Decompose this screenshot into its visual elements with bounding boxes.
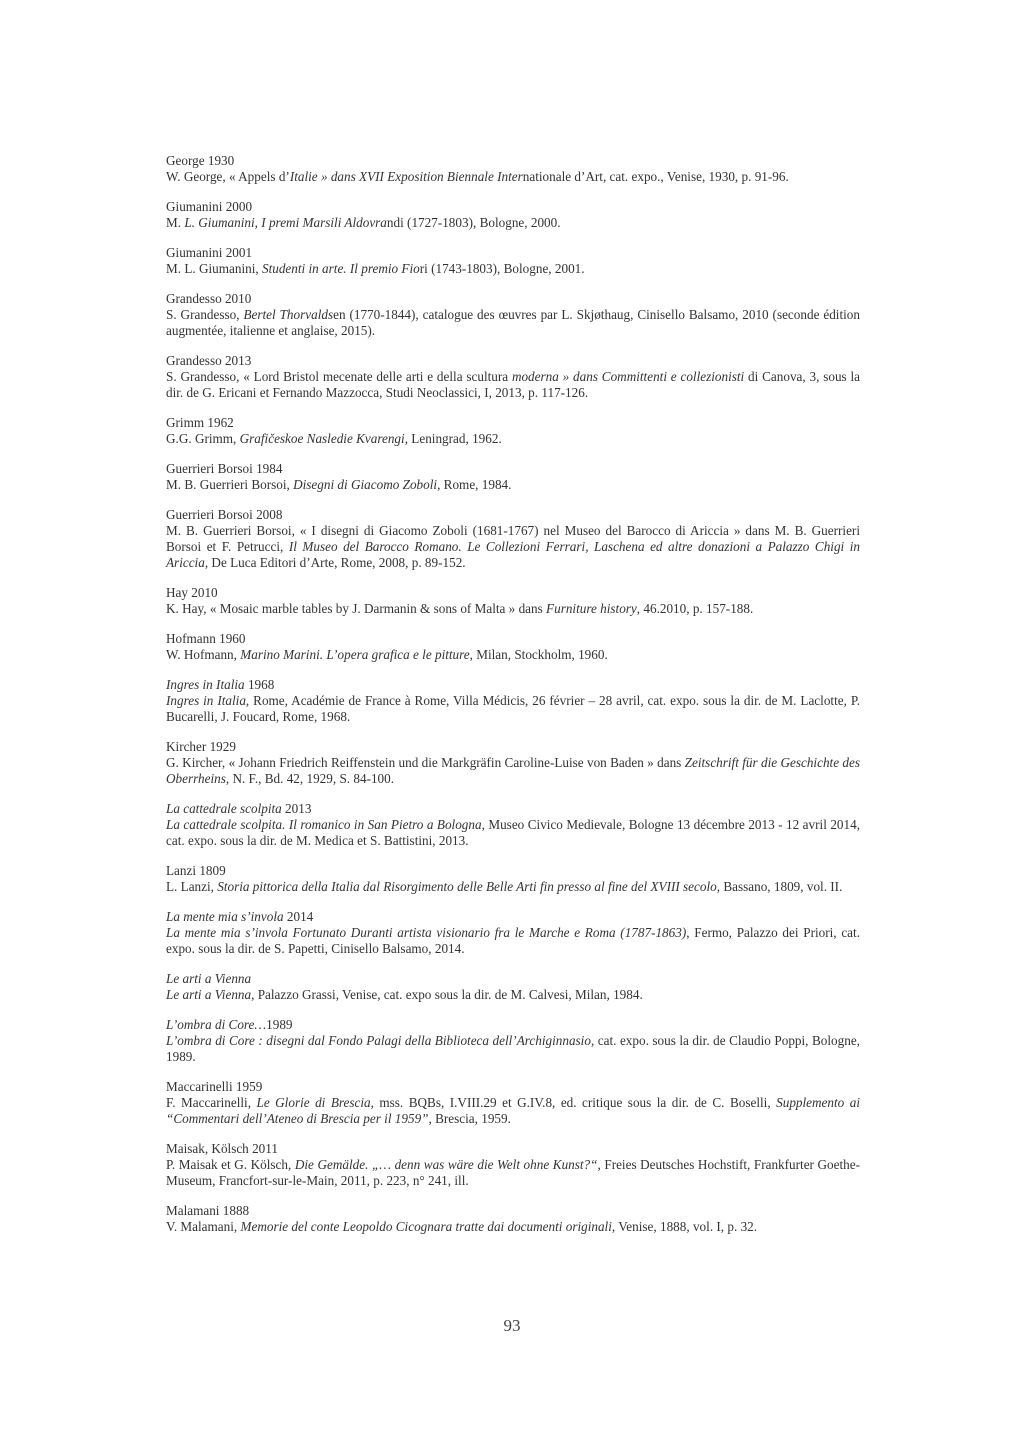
italic-text: Die Gemälde. „… denn was wäre die Welt ohne Kunst?“: [294, 1157, 598, 1172]
entry-citation: [166, 817, 860, 849]
italic-text: Le arti a Vienna: [166, 971, 252, 986]
text-segment: , Leningrad, 1962.: [404, 431, 502, 446]
text-segment: Guerrieri Borsoi 1984: [166, 461, 283, 476]
text-segment: ndi (1727-1803), Bologne, 2000.: [386, 215, 561, 230]
italic-text: moderna » dans Committenti e collezionisti: [511, 369, 745, 384]
italic-text: Le Glorie di Brescia,: [256, 1095, 374, 1110]
entry-citation: [166, 879, 860, 895]
italic-text: La cattedrale scolpita. Il romanico in San Pietro a Bologna: [166, 817, 482, 832]
text-segment: Guerrieri Borsoi 2008: [166, 507, 283, 522]
bibliography-entry: [166, 677, 860, 725]
text-segment: , Palazzo Grassi, Venise, cat. expo sous la dir. de M. Calvesi, Milan, 1984.: [251, 987, 643, 1002]
bibliography-entry: [166, 245, 860, 277]
italic-text: Grafičeskoe Nasledie Kvarengi: [239, 431, 405, 446]
text-segment: Grimm 1962: [166, 415, 234, 430]
entry-short-title: [166, 1079, 860, 1095]
bibliography-entry: [166, 801, 860, 849]
text-segment: nationale d’Art, cat. expo., Venise, 1930, p. 91-96.: [522, 169, 789, 184]
text-segment: L. Lanzi,: [166, 879, 218, 894]
text-segment: M. B. Guerrieri Borsoi, « I disegni di Giacomo Zoboli (1681-1767) nel Museo del Barocco di Ariccia » dans M. B. Guerrieri Borsoi et F. Petrucci,: [166, 523, 860, 554]
text-segment: 1989: [266, 1017, 293, 1032]
text-segment: , Brescia, 1959.: [428, 1111, 511, 1126]
text-segment: , Venise, 1888, vol. I, p. 32.: [611, 1219, 758, 1234]
text-segment: M. B. Guerrieri Borsoi,: [166, 477, 294, 492]
entry-short-title: [166, 801, 860, 817]
text-segment: Giumanini 2001: [166, 245, 253, 260]
italic-text: L’ombra di Core : disegni dal Fondo Palagi della Biblioteca dell’Archiginnasio: [166, 1033, 591, 1048]
text-segment: K. Hay, « Mosaic marble tables by J. Darmanin & sons of Malta » dans: [166, 601, 547, 616]
entry-citation: [166, 1219, 860, 1235]
text-segment: Hofmann 1960: [166, 631, 246, 646]
text-segment: G. Kircher, « Johann Friedrich Reiffenstein und die Markgräfin Caroline-Luise von Baden » dans: [166, 755, 685, 770]
bibliography-entry: [166, 739, 860, 787]
entry-citation: [166, 925, 860, 957]
italic-text: Supplemento ai “Commentari dell’Ateneo di Brescia per il 1959”: [166, 1095, 860, 1126]
text-segment: Hay 2010: [166, 585, 218, 600]
italic-text: La cattedrale scolpita: [166, 801, 282, 816]
bibliography-entry: [166, 153, 860, 185]
italic-text: Furniture history: [546, 601, 637, 616]
entry-citation: [166, 369, 860, 401]
italic-text: La mente mia s’invola: [166, 909, 284, 924]
text-segment: , N. F., Bd. 42, 1929, S. 84-100.: [225, 771, 395, 786]
text-segment: , Milan, Stockholm, 1960.: [469, 647, 608, 662]
entry-citation: [166, 169, 860, 185]
entry-short-title: [166, 153, 860, 169]
text-segment: George 1930: [166, 153, 235, 168]
entry-short-title: [166, 353, 860, 369]
entry-short-title: [166, 677, 860, 693]
text-segment: Malamani 1888: [166, 1203, 250, 1218]
entry-citation: [166, 601, 860, 617]
entry-short-title: [166, 585, 860, 601]
text-segment: , Museo Civico Medievale, Bologne 13 décembre 2013 - 12 avril 2014, cat. expo. sous la dir. de M. Medica et S. Battistini, 2013.: [166, 817, 860, 848]
text-segment: , Bassano, 1809, vol. II.: [716, 879, 843, 894]
text-segment: , Freies Deutsches Hochstift, Frankfurter Goethe-Museum, Francfort-sur-le-Main, 2011, p. 223, n° 241, ill.: [166, 1157, 860, 1188]
entry-citation: [166, 307, 860, 339]
text-segment: , cat. expo. sous la dir. de Claudio Poppi, Bologne, 1989.: [166, 1033, 860, 1064]
entry-short-title: [166, 909, 860, 925]
text-segment: 1968: [244, 677, 275, 692]
text-segment: 2014: [283, 909, 314, 924]
italic-text: Storia pittorica della Italia dal Risorgimento delle Belle Arti fin presso al fine del XVIII secolo: [217, 879, 717, 894]
text-segment: , Fermo, Palazzo dei Priori, cat. expo. sous la dir. de S. Papetti, Cinisello Balsamo, 2014.: [166, 925, 860, 956]
text-segment: Grandesso 2010: [166, 291, 252, 306]
text-segment: mss. BQBs, I.VIII.29 et G.IV.8, ed. critique sous la dir. de C. Boselli,: [373, 1095, 777, 1110]
text-segment: 2013: [281, 801, 312, 816]
bibliography-entry: [166, 1203, 860, 1235]
entry-short-title: [166, 631, 860, 647]
italic-text: L. Giumanini, I premi Marsili Aldovra: [184, 215, 387, 230]
italic-text: Il Museo del Barocco Romano. Le Collezioni Ferrari, Laschena ed altre donazioni a Palazzo Chigi in Ariccia: [166, 539, 860, 570]
text-segment: Kircher 1929: [166, 739, 236, 754]
italic-text: Disegni di Giacomo Zoboli: [293, 477, 438, 492]
text-segment: G.G. Grimm,: [166, 431, 240, 446]
entry-short-title: [166, 971, 860, 987]
italic-text: Bertel Thorvalds: [243, 307, 334, 322]
entry-short-title: [166, 245, 860, 261]
bibliography-entry: [166, 461, 860, 493]
bibliography-list: [166, 153, 860, 1249]
italic-text: Memorie del conte Leopoldo Cicognara tratte dai documenti originali: [240, 1219, 612, 1234]
bibliography-entry: [166, 909, 860, 957]
italic-text: Zeitschrift für die Geschichte des Oberrheins: [166, 755, 860, 786]
entry-short-title: [166, 863, 860, 879]
entry-short-title: [166, 507, 860, 523]
text-segment: Lanzi 1809: [166, 863, 226, 878]
page-number: 93: [503, 1316, 521, 1335]
text-segment: P. Maisak et G. Kölsch,: [166, 1157, 295, 1172]
entry-short-title: [166, 1203, 860, 1219]
bibliography-entry: [166, 863, 860, 895]
entry-citation: [166, 215, 860, 231]
italic-text: Studenti in arte. Il premio Fio: [261, 261, 420, 276]
italic-text: Marino Marini. L’opera grafica e le pitture: [240, 647, 470, 662]
italic-text: L’ombra di Core…: [166, 1017, 267, 1032]
text-segment: Grandesso 2013: [166, 353, 252, 368]
entry-short-title: [166, 291, 860, 307]
bibliography-entry: [166, 1017, 860, 1065]
entry-citation: [166, 523, 860, 571]
entry-short-title: [166, 739, 860, 755]
text-segment: , De Luca Editori d’Arte, Rome, 2008, p. 89-152.: [204, 555, 466, 570]
italic-text: Le arti a Vienna: [166, 987, 252, 1002]
text-segment: , Rome, 1984.: [437, 477, 512, 492]
text-segment: V. Malamani,: [166, 1219, 241, 1234]
bibliography-entry: [166, 1141, 860, 1189]
entry-citation: [166, 1157, 860, 1189]
entry-citation: [166, 477, 860, 493]
bibliography-entry: [166, 631, 860, 663]
bibliography-entry: [166, 971, 860, 1003]
entry-citation: [166, 261, 860, 277]
bibliography-entry: [166, 507, 860, 571]
entry-citation: [166, 693, 860, 725]
text-segment: W. George, « Appels d’: [166, 169, 290, 184]
text-segment: , Rome, Académie de France à Rome, Villa Médicis, 26 février – 28 avril, cat. expo. sous la dir. de M. Laclotte, P. Bucarelli, J. Foucard, Rome, 1968.: [166, 693, 860, 724]
italic-text: Ingres in Italia: [166, 693, 246, 708]
entry-citation: [166, 1095, 860, 1127]
bibliography-entry: [166, 353, 860, 401]
text-segment: S. Grandesso, « Lord Bristol mecenate delle arti e della scultura: [166, 369, 512, 384]
entry-short-title: [166, 199, 860, 215]
entry-citation: [166, 755, 860, 787]
bibliography-entry: [166, 291, 860, 339]
text-segment: M.: [166, 215, 185, 230]
text-segment: , 46.2010, p. 157-188.: [636, 601, 754, 616]
text-segment: F. Maccarinelli,: [166, 1095, 257, 1110]
entry-citation: [166, 1033, 860, 1065]
text-segment: M. L. Giumanini,: [166, 261, 262, 276]
entry-short-title: [166, 415, 860, 431]
bibliography-entry: [166, 1079, 860, 1127]
entry-citation: [166, 431, 860, 447]
bibliography-entry: [166, 199, 860, 231]
entry-citation: [166, 647, 860, 663]
entry-citation: [166, 987, 860, 1003]
italic-text: Italie » dans XVII Exposition Biennale Inter: [289, 169, 523, 184]
text-segment: W. Hofmann,: [166, 647, 241, 662]
italic-text: La mente mia s’invola Fortunato Duranti artista visionario fra le Marche e Roma (1787-1863): [166, 925, 687, 940]
entry-short-title: [166, 461, 860, 477]
text-segment: Maisak, Kölsch 2011: [166, 1141, 278, 1156]
bibliography-entry: [166, 585, 860, 617]
text-segment: ri (1743-1803), Bologne, 2001.: [419, 261, 585, 276]
entry-short-title: [166, 1141, 860, 1157]
text-segment: S. Grandesso,: [166, 307, 244, 322]
italic-text: Ingres in Italia: [166, 677, 245, 692]
bibliography-entry: [166, 415, 860, 447]
entry-short-title: [166, 1017, 860, 1033]
text-segment: Maccarinelli 1959: [166, 1079, 263, 1094]
text-segment: di Canova, 3, sous la dir. de G. Ericani et Fernando Mazzocca, Studi Neoclassici, I, 2013, p. 117-126.: [166, 369, 861, 400]
text-segment: Giumanini 2000: [166, 199, 253, 214]
text-segment: en (1770-1844), catalogue des œuvres par L. Skjøthaug, Cinisello Balsamo, 2010 (seconde édition augmentée, italienne et anglaise, 2015).: [166, 307, 860, 338]
